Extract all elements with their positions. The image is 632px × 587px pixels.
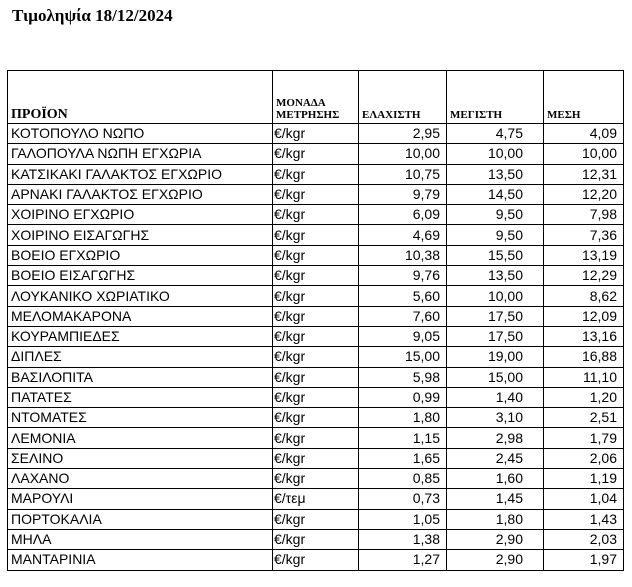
cell-product: ΧΟΙΡΙΝΟ ΕΓΧΩΡΙΟ bbox=[8, 205, 273, 225]
table-row bbox=[8, 245, 624, 265]
cell-avg: 4,09 bbox=[544, 124, 624, 144]
header-unit-line1: ΜΟΝΑΔΑ bbox=[276, 97, 326, 109]
table-row bbox=[8, 550, 624, 570]
cell-unit: €/kgr bbox=[273, 529, 359, 549]
cell-unit: €/kgr bbox=[273, 225, 359, 245]
cell-max: 2,98 bbox=[447, 428, 544, 448]
cell-avg: 1,97 bbox=[544, 550, 624, 570]
cell-max: 3,10 bbox=[447, 408, 544, 428]
cell-product: ΒΟΕΙΟ ΕΓΧΩΡΙΟ bbox=[8, 245, 273, 265]
cell-avg: 2,51 bbox=[544, 408, 624, 428]
cell-avg: 12,31 bbox=[544, 164, 624, 184]
table-row bbox=[8, 347, 624, 367]
cell-unit: €/kgr bbox=[273, 144, 359, 164]
cell-avg: 11,10 bbox=[544, 367, 624, 387]
cell-max: 17,50 bbox=[447, 326, 544, 346]
cell-min: 1,65 bbox=[359, 448, 447, 468]
table-row bbox=[8, 164, 624, 184]
cell-max: 10,00 bbox=[447, 286, 544, 306]
cell-unit: €/kgr bbox=[273, 509, 359, 529]
cell-product: ΛΟΥΚΑΝΙΚΟ ΧΩΡΙΑΤΙΚΟ bbox=[8, 286, 273, 306]
table-row bbox=[8, 184, 624, 204]
cell-unit: €/kgr bbox=[273, 550, 359, 570]
table-row bbox=[8, 489, 624, 509]
cell-unit: €/kgr bbox=[273, 266, 359, 286]
cell-avg: 13,19 bbox=[544, 245, 624, 265]
table-header-row bbox=[8, 71, 624, 124]
cell-product: ΚΑΤΣΙΚΑΚΙ ΓΑΛΑΚΤΟΣ ΕΓΧΩΡΙΟ bbox=[8, 164, 273, 184]
cell-min: 0,99 bbox=[359, 387, 447, 407]
cell-avg: 12,20 bbox=[544, 184, 624, 204]
cell-unit: €/kgr bbox=[273, 205, 359, 225]
cell-min: 1,05 bbox=[359, 509, 447, 529]
cell-avg: 1,43 bbox=[544, 509, 624, 529]
table-row bbox=[8, 529, 624, 549]
cell-product: ΔΙΠΛΕΣ bbox=[8, 347, 273, 367]
table-row bbox=[8, 448, 624, 468]
cell-min: 15,00 bbox=[359, 347, 447, 367]
cell-avg: 12,09 bbox=[544, 306, 624, 326]
table-row bbox=[8, 387, 624, 407]
cell-min: 9,76 bbox=[359, 266, 447, 286]
cell-min: 7,60 bbox=[359, 306, 447, 326]
cell-max: 2,90 bbox=[447, 550, 544, 570]
cell-avg: 1,04 bbox=[544, 489, 624, 509]
cell-avg: 2,03 bbox=[544, 529, 624, 549]
cell-min: 1,27 bbox=[359, 550, 447, 570]
cell-product: ΛΕΜΟΝΙΑ bbox=[8, 428, 273, 448]
cell-max: 13,50 bbox=[447, 266, 544, 286]
cell-product: ΠΟΡΤΟΚΑΛΙΑ bbox=[8, 509, 273, 529]
cell-product: ΠΑΤΑΤΕΣ bbox=[8, 387, 273, 407]
cell-min: 10,75 bbox=[359, 164, 447, 184]
cell-product: ΜΗΛΑ bbox=[8, 529, 273, 549]
table-row bbox=[8, 428, 624, 448]
cell-product: ΧΟΙΡΙΝΟ ΕΙΣΑΓΩΓΗΣ bbox=[8, 225, 273, 245]
cell-avg: 12,29 bbox=[544, 266, 624, 286]
cell-max: 17,50 bbox=[447, 306, 544, 326]
cell-max: 14,50 bbox=[447, 184, 544, 204]
cell-unit: €/kgr bbox=[273, 124, 359, 144]
cell-avg: 1,20 bbox=[544, 387, 624, 407]
cell-min: 9,05 bbox=[359, 326, 447, 346]
cell-max: 1,45 bbox=[447, 489, 544, 509]
page-title: Τιμοληψία 18/12/2024 bbox=[12, 6, 173, 25]
cell-max: 2,90 bbox=[447, 529, 544, 549]
cell-max: 15,00 bbox=[447, 367, 544, 387]
cell-min: 5,60 bbox=[359, 286, 447, 306]
cell-avg: 1,19 bbox=[544, 469, 624, 489]
table-row bbox=[8, 326, 624, 346]
cell-avg: 10,00 bbox=[544, 144, 624, 164]
table-row bbox=[8, 144, 624, 164]
header-avg: ΜΕΣΗ bbox=[544, 71, 624, 124]
cell-product: ΒΑΣΙΛΟΠΙΤΑ bbox=[8, 367, 273, 387]
cell-unit: €/kgr bbox=[273, 164, 359, 184]
cell-max: 19,00 bbox=[447, 347, 544, 367]
header-min: ΕΛΑΧΙΣΤΗ bbox=[359, 71, 447, 124]
cell-unit: €/kgr bbox=[273, 286, 359, 306]
cell-unit: €/kgr bbox=[273, 448, 359, 468]
table-row bbox=[8, 205, 624, 225]
cell-max: 9,50 bbox=[447, 225, 544, 245]
cell-max: 1,60 bbox=[447, 469, 544, 489]
header-unit bbox=[273, 71, 359, 124]
table-row bbox=[8, 408, 624, 428]
cell-min: 2,95 bbox=[359, 124, 447, 144]
table-row bbox=[8, 306, 624, 326]
cell-product: ΜΑΝΤΑΡΙΝΙΑ bbox=[8, 550, 273, 570]
cell-max: 2,45 bbox=[447, 448, 544, 468]
cell-min: 0,85 bbox=[359, 469, 447, 489]
cell-unit: €/kgr bbox=[273, 347, 359, 367]
cell-min: 9,79 bbox=[359, 184, 447, 204]
cell-min: 10,38 bbox=[359, 245, 447, 265]
cell-avg: 7,36 bbox=[544, 225, 624, 245]
table-row bbox=[8, 286, 624, 306]
price-table bbox=[7, 70, 624, 571]
table-row bbox=[8, 225, 624, 245]
cell-unit: €/kgr bbox=[273, 428, 359, 448]
cell-max: 9,50 bbox=[447, 205, 544, 225]
cell-max: 1,80 bbox=[447, 509, 544, 529]
cell-unit: €/kgr bbox=[273, 367, 359, 387]
cell-product: ΣΕΛΙΝΟ bbox=[8, 448, 273, 468]
cell-avg: 7,98 bbox=[544, 205, 624, 225]
cell-min: 4,69 bbox=[359, 225, 447, 245]
cell-unit: €/kgr bbox=[273, 306, 359, 326]
cell-avg: 2,06 bbox=[544, 448, 624, 468]
cell-min: 1,15 bbox=[359, 428, 447, 448]
cell-min: 5,98 bbox=[359, 367, 447, 387]
cell-min: 10,00 bbox=[359, 144, 447, 164]
cell-product: ΚΟΥΡΑΜΠΙΕΔΕΣ bbox=[8, 326, 273, 346]
cell-min: 1,80 bbox=[359, 408, 447, 428]
cell-avg: 13,16 bbox=[544, 326, 624, 346]
table-row bbox=[8, 124, 624, 144]
cell-avg: 8,62 bbox=[544, 286, 624, 306]
table-row bbox=[8, 469, 624, 489]
cell-product: ΛΑΧΑΝΟ bbox=[8, 469, 273, 489]
cell-max: 10,00 bbox=[447, 144, 544, 164]
cell-product: ΜΑΡΟΥΛΙ bbox=[8, 489, 273, 509]
cell-min: 6,09 bbox=[359, 205, 447, 225]
cell-product: ΓΑΛΟΠΟΥΛΑ ΝΩΠΗ ΕΓΧΩΡΙΑ bbox=[8, 144, 273, 164]
cell-unit: €/kgr bbox=[273, 408, 359, 428]
cell-product: ΝΤΟΜΑΤΕΣ bbox=[8, 408, 273, 428]
cell-min: 1,38 bbox=[359, 529, 447, 549]
cell-unit: €/kgr bbox=[273, 469, 359, 489]
table-row bbox=[8, 367, 624, 387]
cell-max: 13,50 bbox=[447, 164, 544, 184]
cell-unit: €/kgr bbox=[273, 387, 359, 407]
cell-unit: €/kgr bbox=[273, 184, 359, 204]
header-max: ΜΕΓΙΣΤΗ bbox=[447, 71, 544, 124]
table-row bbox=[8, 509, 624, 529]
cell-product: ΒΟΕΙΟ ΕΙΣΑΓΩΓΗΣ bbox=[8, 266, 273, 286]
cell-product: ΜΕΛΟΜΑΚΑΡΟΝΑ bbox=[8, 306, 273, 326]
cell-max: 15,50 bbox=[447, 245, 544, 265]
cell-unit: €/kgr bbox=[273, 245, 359, 265]
cell-min: 0,73 bbox=[359, 489, 447, 509]
cell-max: 1,40 bbox=[447, 387, 544, 407]
cell-max: 4,75 bbox=[447, 124, 544, 144]
cell-unit: €/τεμ bbox=[273, 489, 359, 509]
header-product: ΠΡΟΪΟΝ bbox=[8, 71, 273, 124]
cell-avg: 1,79 bbox=[544, 428, 624, 448]
cell-unit: €/kgr bbox=[273, 326, 359, 346]
cell-product: ΑΡΝΑΚΙ ΓΑΛΑΚΤΟΣ ΕΓΧΩΡΙΟ bbox=[8, 184, 273, 204]
cell-avg: 16,88 bbox=[544, 347, 624, 367]
table-row bbox=[8, 266, 624, 286]
header-unit-line2: ΜΕΤΡΗΣΗΣ bbox=[276, 109, 340, 121]
cell-product: ΚΟΤΟΠΟΥΛΟ ΝΩΠΟ bbox=[8, 124, 273, 144]
